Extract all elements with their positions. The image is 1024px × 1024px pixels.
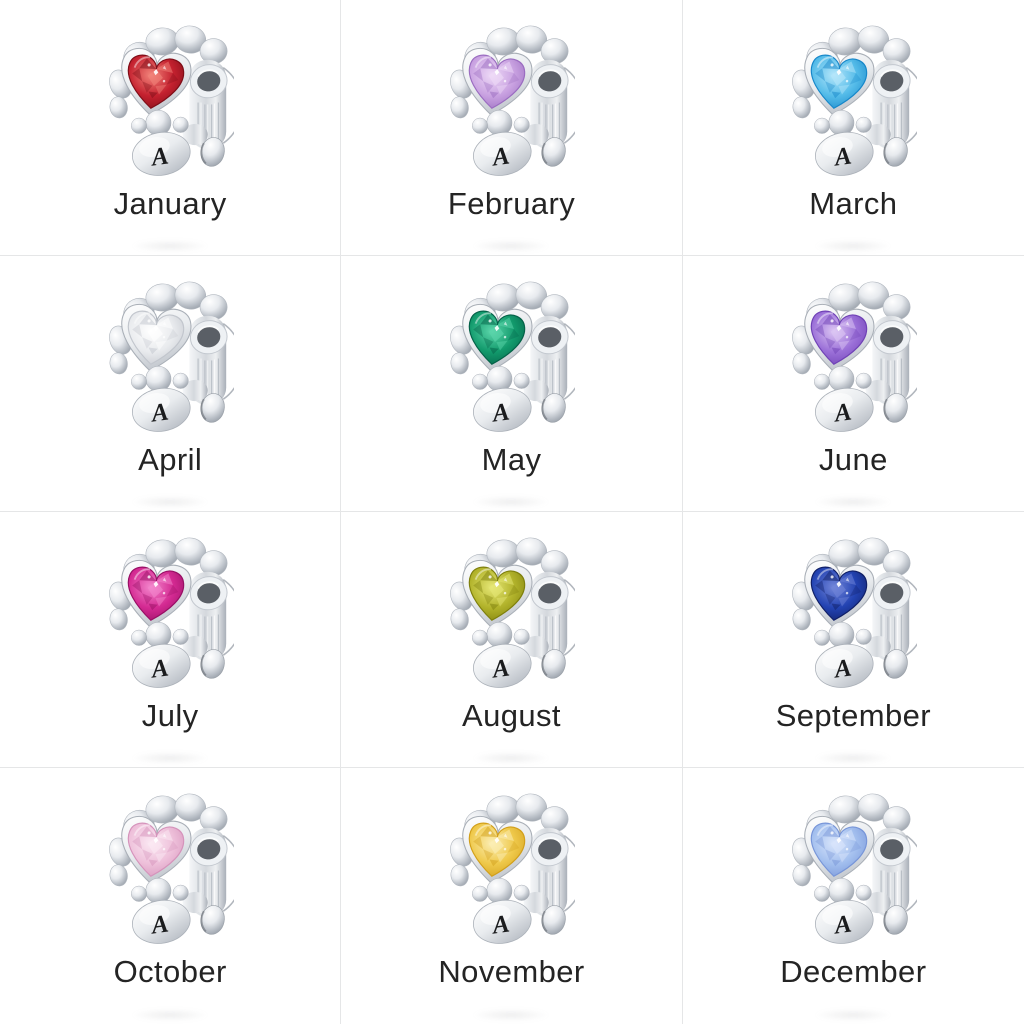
birthstone-cell-may: [341, 256, 682, 512]
initial-letter: A: [833, 910, 854, 940]
birthstone-charm-image: [789, 25, 917, 180]
birthstone-cell-september: [683, 512, 1024, 768]
charm-photo: [447, 793, 575, 948]
charm-reflection: [131, 1009, 209, 1021]
birthstone-cell-november: [341, 768, 682, 1024]
birthstone-cell-february: [341, 0, 682, 256]
month-label: November: [438, 954, 585, 989]
charm-photo: [106, 793, 234, 948]
charm-reflection: [472, 496, 550, 508]
birthstone-cell-december: [683, 768, 1024, 1024]
charm-reflection: [814, 1009, 892, 1021]
charm-reflection: [472, 240, 550, 252]
birthstone-charm-image: [106, 25, 234, 180]
initial-letter: A: [150, 910, 171, 940]
month-label: May: [481, 442, 542, 477]
charm-photo: [789, 281, 917, 436]
charm-photo: [789, 537, 917, 692]
month-label: September: [775, 698, 931, 733]
birthstone-charm-image: [447, 793, 575, 948]
charm-photo: [789, 793, 917, 948]
charm-photo: [106, 537, 234, 692]
month-label: October: [113, 954, 227, 989]
birthstone-cell-march: [683, 0, 1024, 256]
charm-reflection: [472, 1009, 550, 1021]
birthstone-cell-october: [0, 768, 341, 1024]
month-label: January: [113, 186, 227, 221]
birthstone-charm-image: [106, 537, 234, 692]
initial-letter: A: [150, 654, 171, 684]
birthstone-charm-image: [447, 281, 575, 436]
initial-letter: A: [833, 654, 854, 684]
birthstone-cell-august: [341, 512, 682, 768]
month-label: August: [462, 698, 561, 733]
birthstone-charm-image: [447, 537, 575, 692]
initial-letter: A: [833, 142, 854, 172]
birthstone-cell-april: [0, 256, 341, 512]
month-label: February: [447, 186, 576, 221]
birthstone-charm-image: [789, 793, 917, 948]
initial-letter: A: [150, 142, 171, 172]
birthstone-charm-image: [789, 281, 917, 436]
birthstone-cell-january: [0, 0, 341, 256]
initial-letter: A: [491, 654, 512, 684]
charm-reflection: [131, 240, 209, 252]
birthstone-charm-image: [789, 537, 917, 692]
charm-photo: [106, 25, 234, 180]
month-label: July: [141, 698, 199, 733]
birthstone-cell-july: [0, 512, 341, 768]
birthstone-charm-image: [106, 793, 234, 948]
charm-photo: [106, 281, 234, 436]
month-label: December: [780, 954, 927, 989]
initial-letter: A: [491, 398, 512, 428]
charm-reflection: [814, 240, 892, 252]
charm-photo: [447, 537, 575, 692]
charm-photo: [789, 25, 917, 180]
initial-letter: A: [491, 142, 512, 172]
birthstone-charm-image: [106, 281, 234, 436]
charm-reflection: [814, 752, 892, 764]
initial-letter: A: [833, 398, 854, 428]
birthstone-charm-image: [447, 25, 575, 180]
charm-photo: [447, 25, 575, 180]
charm-reflection: [131, 752, 209, 764]
month-label: April: [138, 442, 203, 477]
initial-letter: A: [150, 398, 171, 428]
charm-reflection: [472, 752, 550, 764]
charm-reflection: [131, 496, 209, 508]
month-label: March: [809, 186, 898, 221]
birthstone-cell-june: [683, 256, 1024, 512]
month-label: June: [818, 442, 888, 477]
charm-photo: [447, 281, 575, 436]
initial-letter: A: [491, 910, 512, 940]
charm-reflection: [814, 496, 892, 508]
